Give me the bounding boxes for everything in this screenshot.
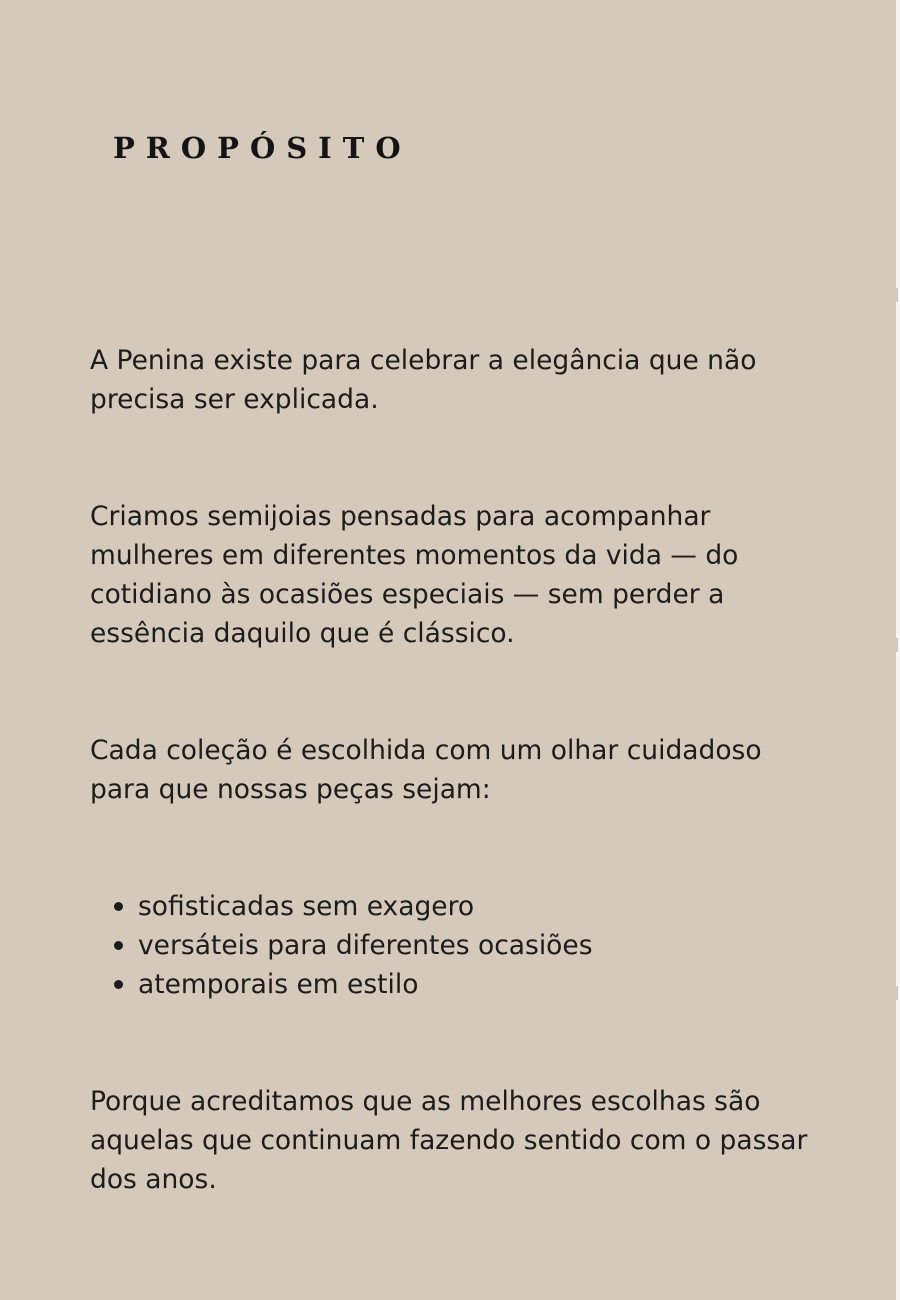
list-item-text: versáteis para diferentes ocasiões <box>138 930 593 961</box>
list-item-text: atemporais em estilo <box>138 969 419 1000</box>
bullet-icon <box>114 980 123 989</box>
edge-tick-mark <box>895 288 898 302</box>
bullet-icon <box>114 941 123 950</box>
mission-paragraph: Criamos semijoias pensadas para acompanhar mulheres em diferentes momentos da vida — do cotidiano às ocasiões especiais — sem perder a essência daquilo que é clássico. <box>90 501 739 649</box>
qualities-list <box>90 887 593 1004</box>
list-item <box>90 887 593 926</box>
list-item <box>90 965 593 1004</box>
edge-tick-mark <box>895 638 898 652</box>
list-item <box>90 926 593 965</box>
list-item-text: sofisticadas sem exagero <box>138 891 475 922</box>
intro-paragraph: A Penina existe para celebrar a elegância que não precisa ser explicada. <box>90 345 757 415</box>
page-title: PROPÓSITO <box>113 131 412 165</box>
bullet-icon <box>114 902 123 911</box>
closing-paragraph: Porque acreditamos que as melhores escolhas são aquelas que continuam fazendo sentido com o passar dos anos. <box>90 1086 808 1195</box>
edge-tick-mark <box>895 986 898 1000</box>
collection-paragraph: Cada coleção é escolhida com um olhar cuidadoso para que nossas peças sejam: <box>90 735 762 805</box>
